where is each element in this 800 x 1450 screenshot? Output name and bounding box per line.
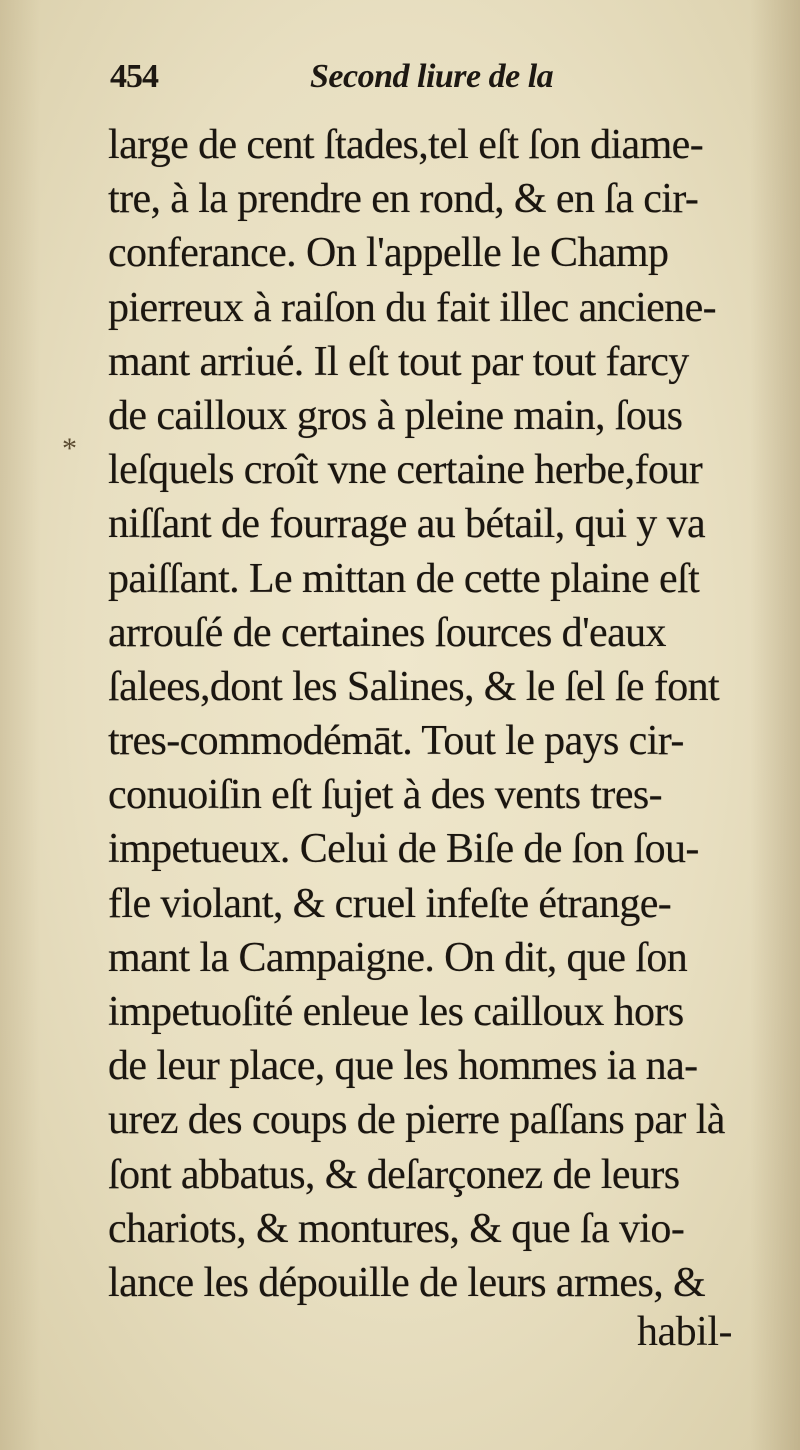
text-line: arrouſé de certaines ſources d'eaux (108, 609, 666, 656)
text-line: tres-commodémāt. Tout le pays cir- (108, 718, 684, 765)
text-line: lance les dépouille de leurs armes, & (108, 1259, 706, 1306)
text-line: impetuoſité enleue les cailloux hors (108, 989, 684, 1035)
text-line: leſquels croît vne certaine herbe,four (108, 447, 703, 494)
page-number: 454 (110, 58, 158, 95)
text-line: niſſant de fourrage au bétail, qui y va (108, 501, 706, 548)
text-line: urez des coups de pierre paſſans par là (108, 1097, 725, 1144)
text-line: mant la Campaigne. On dit, que ſon (108, 934, 688, 981)
text-line: de leur place, que les hommes ia na- (108, 1043, 698, 1090)
text-line: impetueux. Celui de Biſe de ſon ſou- (108, 826, 699, 873)
running-title: Second liure de la (310, 58, 554, 95)
text-line: paiſſant. Le mittan de cette plaine eſt (108, 555, 700, 602)
text-line: large de cent ſtades,tel eſt ſon diame- (108, 122, 704, 168)
text-line: fle violant, & cruel infeſte étrange- (108, 880, 672, 927)
text-line: chariots, & montures, & que ſa vio- (108, 1205, 685, 1252)
text-line: mant arriué. Il eſt tout par tout farcy (108, 338, 689, 385)
margin-mark: * (62, 432, 77, 465)
text-line: pierreux à raiſon du fait illec anciene- (108, 284, 717, 331)
body-text (108, 118, 768, 1310)
text-line: ſont abbatus, & deſarçonez de leurs (108, 1151, 680, 1198)
text-line: conferance. On l'appelle le Champ (108, 230, 669, 277)
text-line: de cailloux gros à pleine main, ſous (108, 392, 683, 439)
running-head (110, 58, 730, 108)
text-line: conuoiſin eſt ſujet à des vents tres- (108, 772, 662, 819)
text-line: tre, à la prendre en rond, & en ſa cir- (108, 176, 699, 223)
catchword: habil- (637, 1309, 732, 1355)
text-line: ſalees,dont les Salines, & le ſel ſe font (108, 663, 720, 710)
